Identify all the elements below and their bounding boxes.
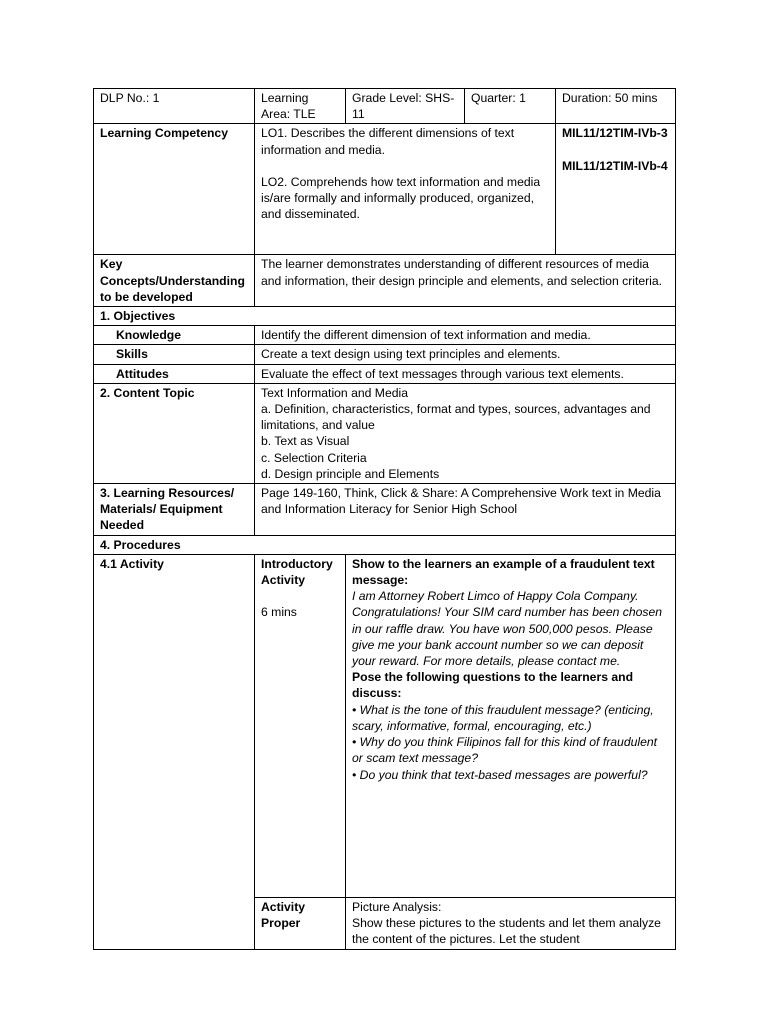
content-label: 2. Content Topic [94,383,255,483]
dlp-number: DLP No.: 1 [94,89,255,124]
skills-row [94,345,676,364]
activity-proper-title: Picture Analysis: [352,899,442,914]
question-item: • Why do you think Filipinos fall for this kind of fraudulent or scam text message? [352,735,658,766]
attitudes-text: Evaluate the effect of text messages through various text elements. [255,364,676,383]
procedures-row [94,535,676,554]
competency-row [94,124,676,255]
content-item: b. Text as Visual [261,434,350,449]
content-item: d. Design principle and Elements [261,466,440,481]
knowledge-label: Knowledge [94,326,255,345]
introductory-activity-label: Introductory Activity [261,556,333,588]
activity-proper-content [346,897,676,949]
content-items [255,383,676,483]
question-item: • What is the tone of this fraudulent message? (enticing, scary, informative, formal, encouraging, etc.) [352,702,654,733]
competency-code-2: MIL11/12TIM-IVb-4 [562,158,668,173]
introductory-activity-row [94,554,676,897]
competency-objectives [255,124,556,255]
introductory-activity-content [346,554,676,897]
content-item: Text Information and Media [261,385,409,400]
introductory-activity-time: 6 mins [261,605,297,620]
resources-text: Page 149-160, Think, Click & Share: A Comprehensive Work text in Media and Information Literacy for Senior High School [255,484,676,536]
lo2-text: LO2. Comprehends how text information and media is/are formally and informally produced, organized, and disseminated. [261,174,541,222]
key-concepts-text: The learner demonstrates understanding of different resources of media and information, their design principle and elements, and selection criteria. [255,255,676,307]
learning-area: Learning Area: TLE [255,89,346,124]
duration: Duration: 50 mins [556,89,676,124]
competency-label: Learning Competency [94,124,255,255]
knowledge-row [94,326,676,345]
content-item: a. Definition, characteristics, format and types, sources, advantages and limitations, and value [261,402,651,433]
intro-instruction: Show to the learners an example of a fraudulent text message: [352,556,655,588]
resources-row [94,484,676,536]
key-concepts-row [94,255,676,307]
procedures-label: 4. Procedures [94,535,676,554]
knowledge-text: Identify the different dimension of text information and media. [255,326,676,345]
content-row [94,383,676,483]
content-item: c. Selection Criteria [261,450,367,465]
attitudes-row [94,364,676,383]
quarter: Quarter: 1 [465,89,556,124]
competency-codes [556,124,676,255]
resources-label: 3. Learning Resources/ Materials/ Equipment Needed [94,484,255,536]
objectives-row [94,307,676,326]
objectives-label: 1. Objectives [94,307,676,326]
grade-level: Grade Level: SHS-11 [346,89,465,124]
fraudulent-message: I am Attorney Robert Limco of Happy Cola Company. Congratulations! Your SIM card number has been chosen in our raffle draw. You have won 500,000 pesos. Please give me your bank account number so we can deposit your reward. For more details, please contact me. [352,589,663,669]
question-item: • Do you think that text-based messages are powerful? [352,767,648,782]
skills-text: Create a text design using text principles and elements. [255,345,676,364]
skills-label: Skills [94,345,255,364]
introductory-activity-cell [255,554,346,897]
competency-code-1: MIL11/12TIM-IVb-3 [562,126,668,141]
dlp-table [93,88,676,950]
key-concepts-label: Key Concepts/Understanding to be developed [94,255,255,307]
activity-label: 4.1 Activity [94,554,255,949]
pose-questions: Pose the following questions to the learners and discuss: [352,670,634,701]
header-row [94,89,676,124]
lo1-text: LO1. Describes the different dimensions of text information and media. [261,126,515,157]
activity-proper-text: Show these pictures to the students and let them analyze the content of the pictures. Let the student [352,916,661,947]
activity-proper-label: Activity Proper [255,897,346,949]
attitudes-label: Attitudes [94,364,255,383]
